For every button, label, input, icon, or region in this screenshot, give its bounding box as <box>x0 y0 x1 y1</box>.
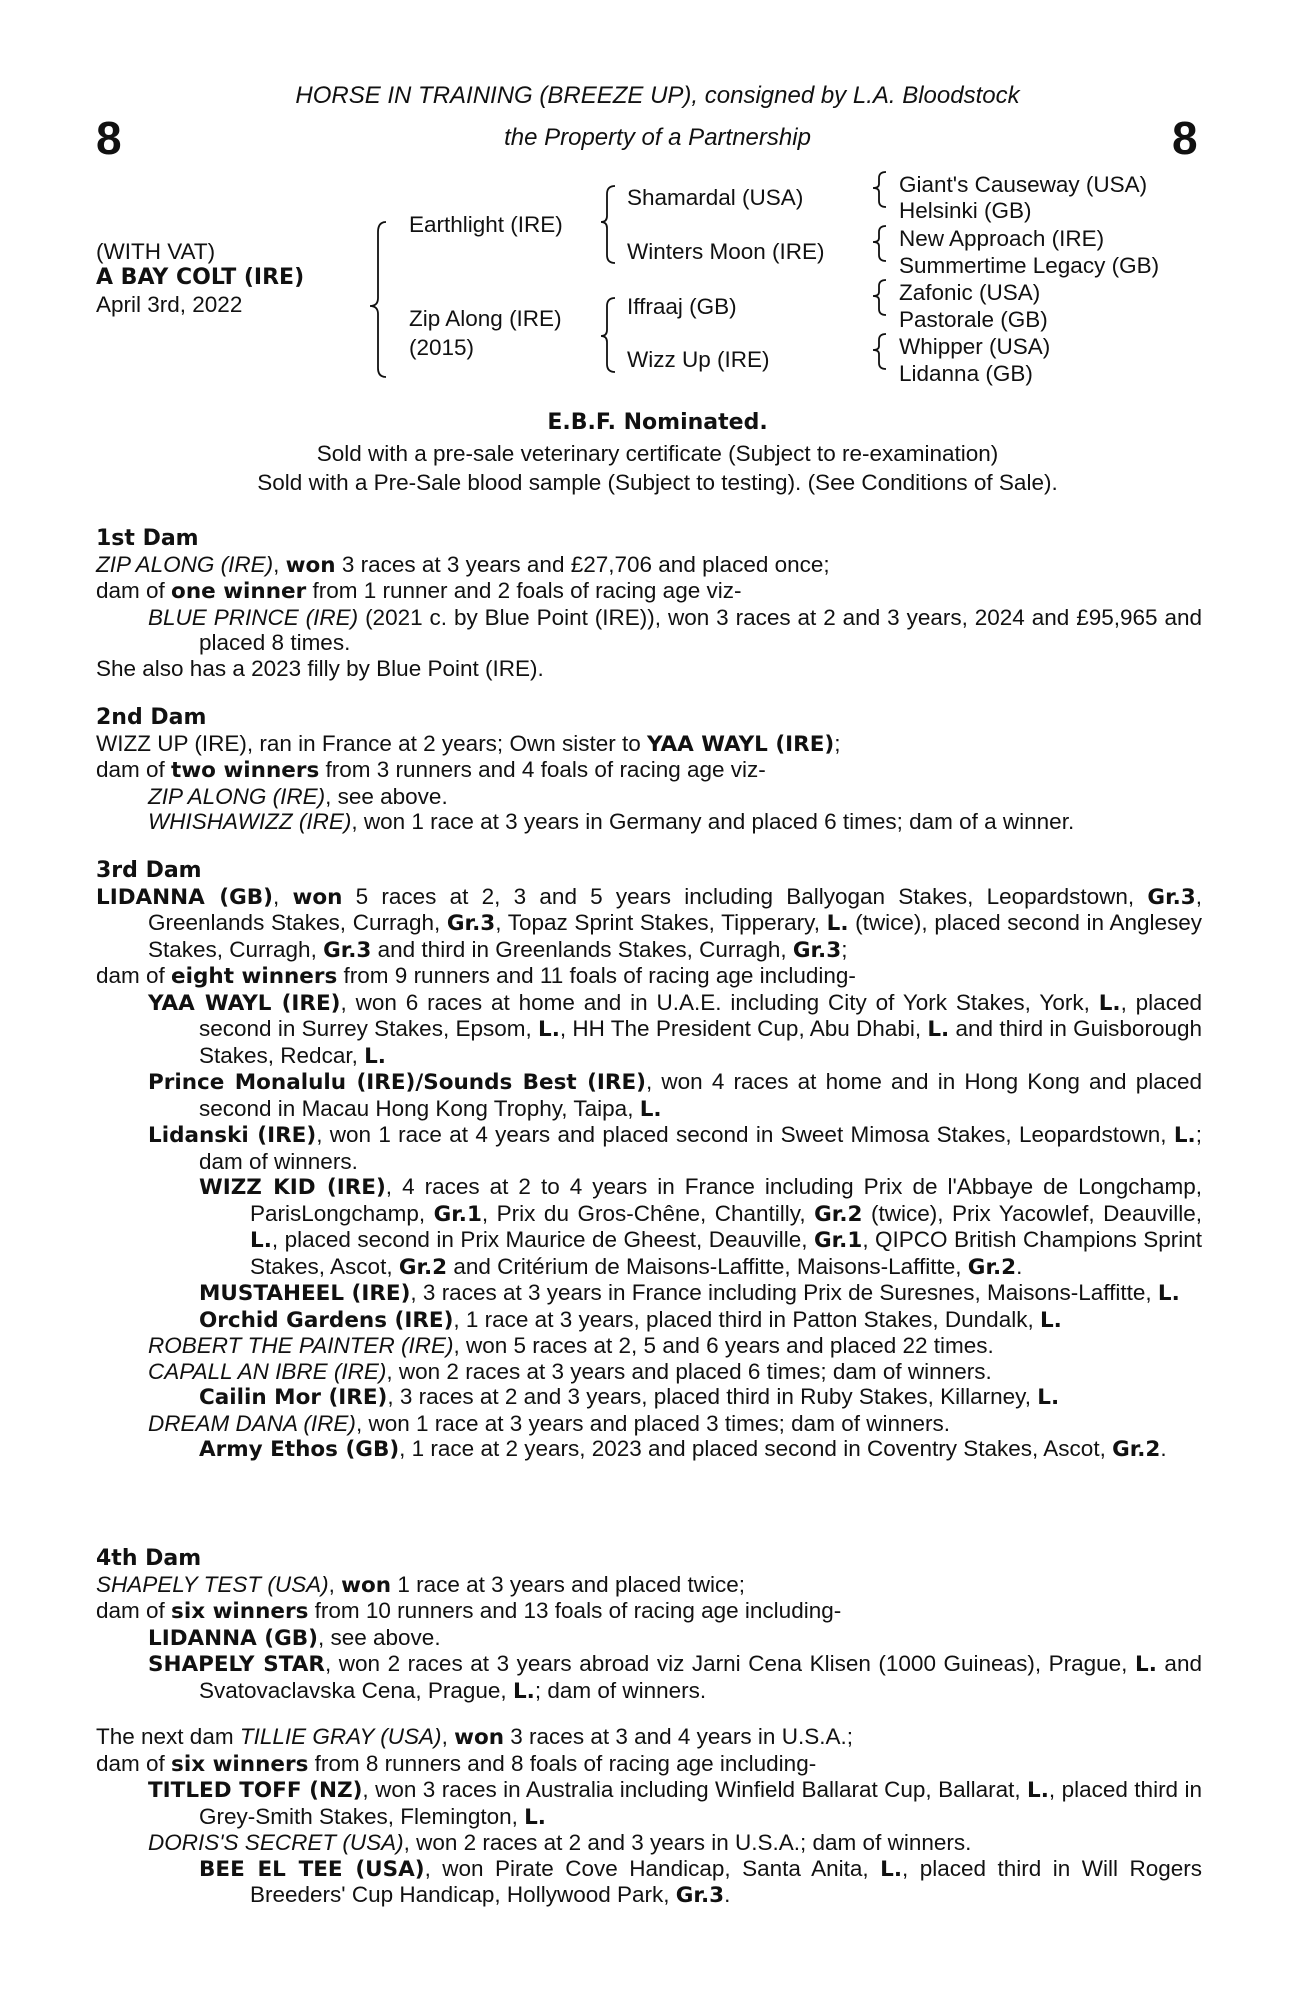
produce-entry: LIDANNA (GB), see above. <box>148 1624 441 1651</box>
blood-note: Sold with a Pre-Sale blood sample (Subject to testing). (See Conditions of Sale). <box>257 470 1058 495</box>
produce-entry: SHAPELY STAR, won 2 races at 3 years abroad viz Jarni Cena Klisen (1000 Guineas), Prague, L. and Svatovaclavska Cena, Prague, L.; dam of winners. <box>148 1651 1202 1704</box>
header-property: the Property of a Partnership <box>504 124 811 151</box>
pedigree-ggp-5: Zafonic (USA) <box>899 280 1041 305</box>
vet-note: Sold with a pre-sale veterinary certificate (Subject to re-examination) <box>316 441 999 466</box>
first-dam-section <box>96 526 1202 681</box>
horse-name: A BAY COLT (IRE) <box>96 265 305 290</box>
lot-number-right: 8 <box>1172 112 1198 164</box>
produce-entry: Prince Monalulu (IRE)/Sounds Best (IRE), won 4 races at home and in Hong Kong and placed second in Macau Hong Kong Trophy, Taipa, L. <box>148 1069 1202 1122</box>
pedigree-dam-sire: Iffraaj (GB) <box>627 294 737 319</box>
pedigree-dam: Zip Along (IRE) <box>409 306 562 331</box>
ebf-note: E.B.F. Nominated. <box>547 410 768 435</box>
produce-entry: WHISHAWIZZ (IRE), won 1 race at 3 years in Germany and placed 6 times; dam of a winner. <box>148 809 1075 834</box>
produce-entry: YAA WAYL (IRE), won 6 races at home and in U.A.E. including City of York Stakes, York, L., placed second in Surrey Stakes, Epsom, L., HH The President Cup, Abu Dhabi, L. and third in Guisborough Stakes, Redcar, L. <box>148 989 1202 1069</box>
foaling-date: April 3rd, 2022 <box>96 292 243 317</box>
pedigree-sire-dam: Winters Moon (IRE) <box>627 239 825 264</box>
section-heading: 1st Dam <box>96 526 199 551</box>
produce-entry: BEE EL TEE (USA), won Pirate Cove Handicap, Santa Anita, L., placed third in Will Rogers Breeders' Cup Handicap, Hollywood Park, Gr.3. <box>199 1855 1202 1908</box>
pedigree-ggp-1: Giant's Causeway (USA) <box>899 172 1148 197</box>
third-dam-section <box>96 858 1202 1463</box>
dam-line: WIZZ UP (IRE), ran in France at 2 years; Own sister to YAA WAYL (IRE); <box>96 730 841 757</box>
produce-entry: Cailin Mor (IRE), 3 races at 2 and 3 years, placed third in Ruby Stakes, Killarney, L. <box>199 1384 1060 1410</box>
pedigree-ggp-2: Helsinki (GB) <box>899 198 1032 223</box>
pedigree-ggp-6: Pastorale (GB) <box>899 307 1048 332</box>
pedigree-dam-year: (2015) <box>409 335 475 360</box>
produce-entry: TITLED TOFF (NZ), won 3 races in Australia including Winfield Ballarat Cup, Ballarat, L., placed third in Grey-Smith Stakes, Flemington, L. <box>148 1777 1203 1830</box>
second-dam-section <box>96 705 1202 835</box>
produce-line: dam of eight winners from 9 runners and 11 foals of racing age including- <box>96 963 856 989</box>
dam-line: ZIP ALONG (IRE), won 3 races at 3 years and £27,706 and placed once; <box>96 551 830 578</box>
section-heading: 2nd Dam <box>96 705 207 730</box>
dam-line: LIDANNA (GB), won 5 races at 2, 3 and 5 years including Ballyogan Stakes, Leopardstown, Gr.3, Greenlands Stakes, Curragh, Gr.3, Topaz Sprint Stakes, Tipperary, L. (twice), placed second in Anglesey Stakes, Curragh, Gr.3 and third in Greenlands Stakes, Curragh, Gr.3; <box>96 883 1203 963</box>
produce-entry: DREAM DANA (IRE), won 1 race at 3 years and placed 3 times; dam of winners. <box>148 1410 950 1436</box>
produce-entry: CAPALL AN IBRE (IRE), won 2 races at 3 years and placed 6 times; dam of winners. <box>148 1358 992 1384</box>
pedigree-sire: Earthlight (IRE) <box>409 212 563 237</box>
produce-entry: Army Ethos (GB), 1 race at 2 years, 2023 and placed second in Coventry Stakes, Ascot, Gr.2. <box>199 1436 1167 1462</box>
section-heading: 3rd Dam <box>96 858 202 883</box>
produce-entry: Lidanski (IRE), won 1 race at 4 years and placed second in Sweet Mimosa Stakes, Leopardstown, L.; dam of winners. <box>148 1122 1202 1174</box>
produce-entry: MUSTAHEEL (IRE), 3 races at 3 years in France including Prix de Suresnes, Maisons-Laffitte, L. <box>199 1280 1180 1306</box>
dam-line: The next dam TILLIE GRAY (USA), won 3 races at 3 and 4 years in U.S.A.; <box>96 1724 853 1750</box>
produce-line: dam of six winners from 10 runners and 13 foals of racing age including- <box>96 1598 842 1624</box>
section-heading: 4th Dam <box>96 1546 202 1571</box>
produce-line: dam of two winners from 3 runners and 4 foals of racing age viz- <box>96 757 766 783</box>
header-consignor: HORSE IN TRAINING (BREEZE UP), consigned by L.A. Bloodstock <box>295 82 1020 109</box>
produce-entry: BLUE PRINCE (IRE) (2021 c. by Blue Point (IRE)), won 3 races at 2 and 3 years, 2024 and £95,965 and placed 8 times. <box>148 604 1202 655</box>
note-line: She also has a 2023 filly by Blue Point (IRE). <box>96 655 544 681</box>
pedigree-ggp-8: Lidanna (GB) <box>899 361 1033 386</box>
pedigree-ggp-3: New Approach (IRE) <box>899 226 1105 251</box>
fourth-dam-section <box>96 1546 1202 1704</box>
produce-entry: ZIP ALONG (IRE), see above. <box>148 783 448 809</box>
produce-line: dam of six winners from 8 runners and 8 foals of racing age including- <box>96 1750 817 1777</box>
produce-entry: Orchid Gardens (IRE), 1 race at 3 years, placed third in Patton Stakes, Dundalk, L. <box>199 1306 1062 1333</box>
vat-note: (WITH VAT) <box>96 239 216 264</box>
produce-entry: WIZZ KID (IRE), 4 races at 2 to 4 years in France including Prix de l'Abbaye de Longchamp, ParisLongchamp, Gr.1, Prix du Gros-Chêne, Chantilly, Gr.2 (twice), Prix Yacowlef, Deauville, L., placed second in Prix Maurice de Gheest, Deauville, Gr.1, QIPCO British Champions Sprint Stakes, Ascot, Gr.2 and Critérium de Maisons-Laffitte, Maisons-Laffitte, Gr.2. <box>199 1174 1202 1280</box>
produce-entry: DORIS'S SECRET (USA), won 2 races at 2 and 3 years in U.S.A.; dam of winners. <box>148 1830 972 1855</box>
next-dam-section <box>96 1724 1202 1909</box>
pedigree-ggp-4: Summertime Legacy (GB) <box>899 253 1160 278</box>
produce-entry: ROBERT THE PAINTER (IRE), won 5 races at 2, 5 and 6 years and placed 22 times. <box>148 1333 994 1358</box>
pedigree-ggp-7: Whipper (USA) <box>899 334 1051 359</box>
pedigree-sire-sire: Shamardal (USA) <box>627 185 804 210</box>
dam-line: SHAPELY TEST (USA), won 1 race at 3 years and placed twice; <box>96 1571 746 1598</box>
lot-number-left: 8 <box>96 112 122 164</box>
pedigree-dam-dam: Wizz Up (IRE) <box>627 347 770 372</box>
produce-line: dam of one winner from 1 runner and 2 foals of racing age viz- <box>96 578 742 604</box>
